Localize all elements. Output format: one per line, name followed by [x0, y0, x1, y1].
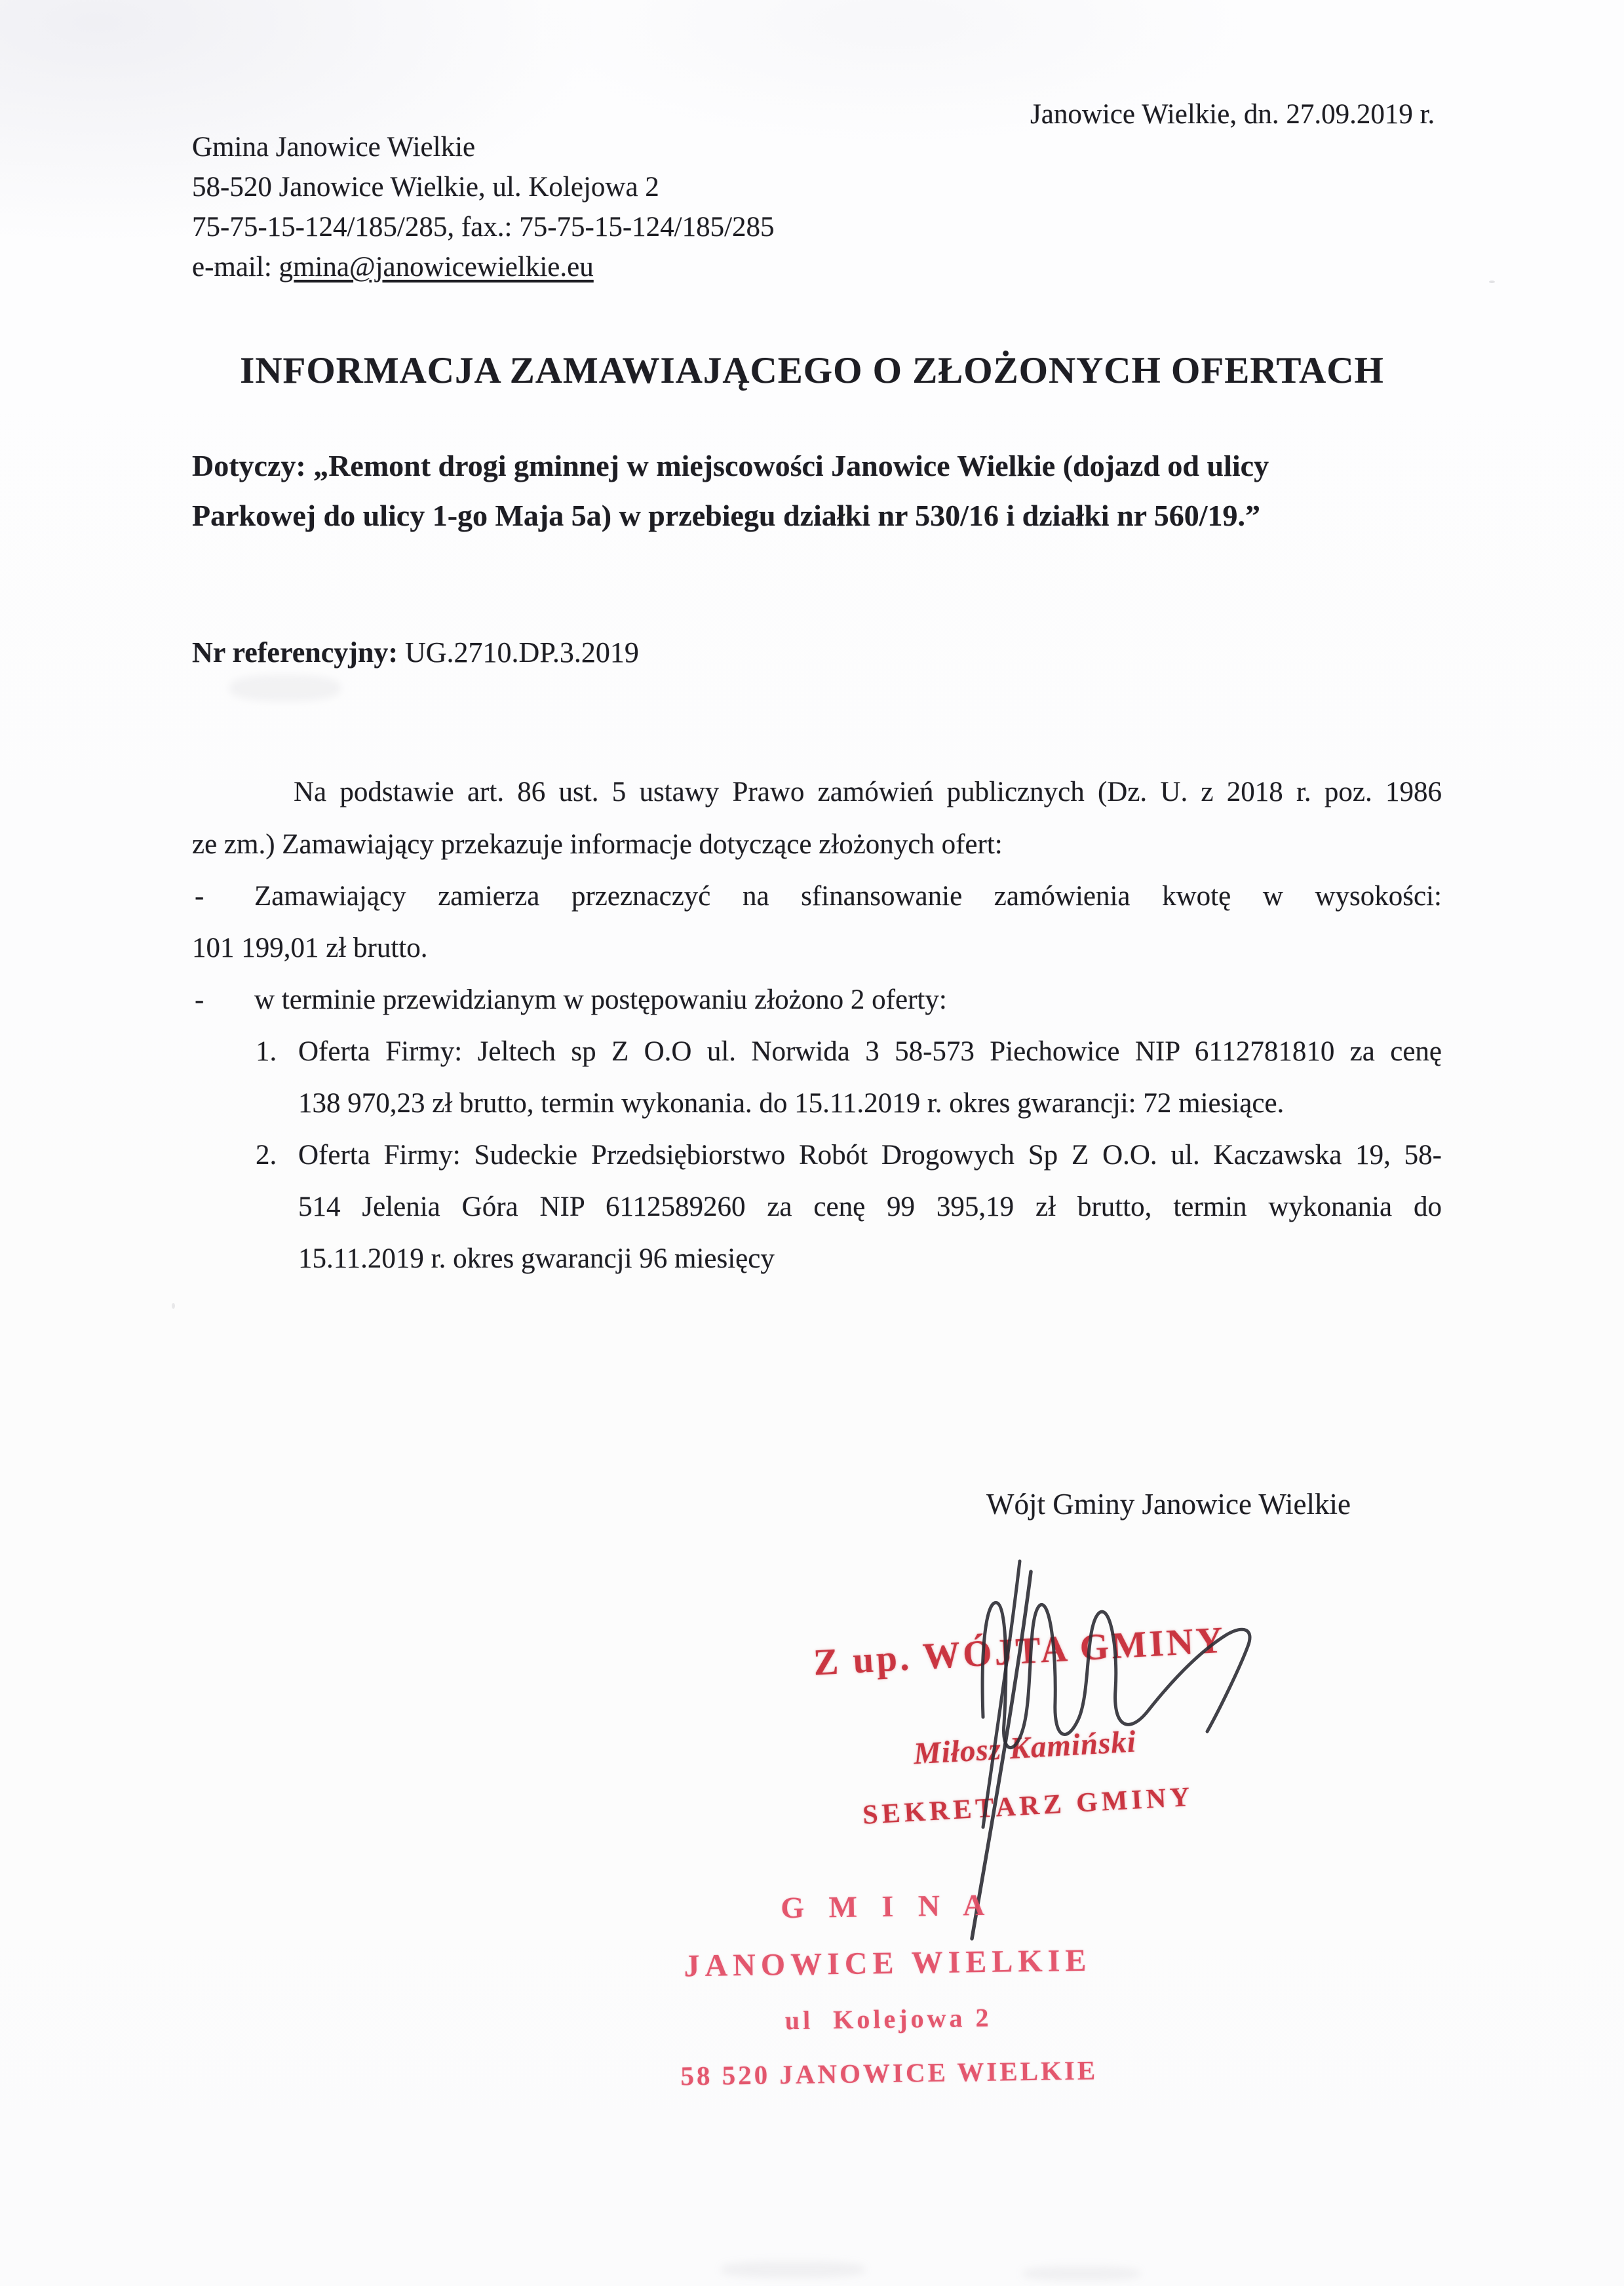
stamp-muni-line-2: JANOWICE WIELKIE	[684, 1943, 1092, 1984]
reference-label: Nr referencyjny:	[192, 636, 398, 668]
sender-phone-fax: 75-75-15-124/185/285, fax.: 75-75-15-124/185/285	[192, 212, 775, 242]
dash-item-1-line-1: Zamawiający zamierza przeznaczyć na sfinansowanie zamówienia kwotę w wysokości:	[254, 881, 1442, 912]
offer-1-number: 1.	[256, 1036, 277, 1067]
dash-item-1	[192, 880, 1442, 914]
email-address: gmina@janowicewielkie.eu	[279, 252, 594, 282]
stamp-authorization-line: Z up. WÓJTA GMINY	[812, 1619, 1227, 1684]
municipality-stamp	[660, 1863, 1115, 2115]
offer-2-line-1: Oferta Firmy: Sudeckie Przedsiębiorstwo Robót Drogowych Sp Z O.O. ul. Kaczawska 19, 58-	[298, 1140, 1442, 1171]
signer-title-line: Wójt Gminy Janowice Wielkie	[986, 1488, 1351, 1521]
sender-name: Gmina Janowice Wielkie	[192, 132, 476, 163]
dash-item-1-line-2: 101 199,01 zł brutto.	[192, 933, 428, 963]
dash-marker: -	[195, 881, 204, 912]
stamp-muni-line-1: G M I N A	[780, 1888, 994, 1925]
stamp-signer-role: SEKRETARZ GMINY	[862, 1781, 1195, 1831]
date-line: Janowice Wielkie, dn. 27.09.2019 r.	[1030, 99, 1435, 130]
subject-line-1: Dotyczy: „Remont drogi gminnej w miejscowości Janowice Wielkie (dojazd od ulicy	[192, 449, 1269, 482]
offer-item-2	[192, 1138, 1442, 1172]
sender-email-line	[192, 250, 775, 290]
reference-line	[192, 636, 639, 670]
stamp-muni-line-3: ul Kolejowa 2	[784, 2002, 992, 2036]
intro-line-1: Na podstawie art. 86 ust. 5 ustawy Prawo zamówień publicznych (Dz. U. z 2018 r. poz. 1986	[294, 777, 1442, 807]
document-title: INFORMACJA ZAMAWIAJĄCEGO O ZŁOŻONYCH OFERTACH	[240, 350, 1384, 391]
offer-2-number: 2.	[256, 1140, 277, 1171]
email-label: e-mail:	[192, 252, 272, 282]
offer-item-1	[192, 1035, 1442, 1069]
intro-line-2: ze zm.) Zamawiający przekazuje informacje dotyczące złożonych ofert:	[192, 829, 1003, 860]
stamp-signer-name: Miłosz Kamiński	[912, 1724, 1138, 1772]
dash-item-2-line-1: w terminie przewidzianym w postępowaniu złożono 2 oferty:	[254, 984, 947, 1015]
dash-item-2	[192, 983, 1442, 1017]
scan-smudge	[229, 675, 341, 701]
offer-2-line-3: 15.11.2019 r. okres gwarancji 96 miesięcy	[298, 1243, 775, 1274]
sender-address: 58-520 Janowice Wielkie, ul. Kolejowa 2	[192, 172, 659, 203]
offer-1-line-1: Oferta Firmy: Jeltech sp Z O.O ul. Norwida 3 58-573 Piechowice NIP 6112781810 za cenę	[298, 1036, 1442, 1067]
scan-speck	[172, 1303, 175, 1309]
sender-block	[192, 130, 775, 290]
dash-marker: -	[195, 984, 204, 1015]
scan-smudge	[721, 2261, 865, 2278]
scan-speck	[1489, 281, 1495, 283]
subject-line-2: Parkowej do ulicy 1-go Maja 5a) w przebiegu działki nr 530/16 i działki nr 560/19.”	[192, 499, 1261, 532]
stamp-muni-line-4: 58 520 JANOWICE WIELKIE	[680, 2055, 1098, 2091]
offer-2-line-2: 514 Jelenia Góra NIP 6112589260 za cenę 99 395,19 zł brutto, termin wykonania do	[298, 1191, 1442, 1222]
reference-value: UG.2710.DP.3.2019	[405, 636, 639, 668]
offer-1-line-2: 138 970,23 zł brutto, termin wykonania. do 15.11.2019 r. okres gwarancji: 72 miesiące.	[298, 1088, 1285, 1119]
scan-smudge	[1022, 2266, 1140, 2281]
scan-speck	[214, 265, 221, 269]
